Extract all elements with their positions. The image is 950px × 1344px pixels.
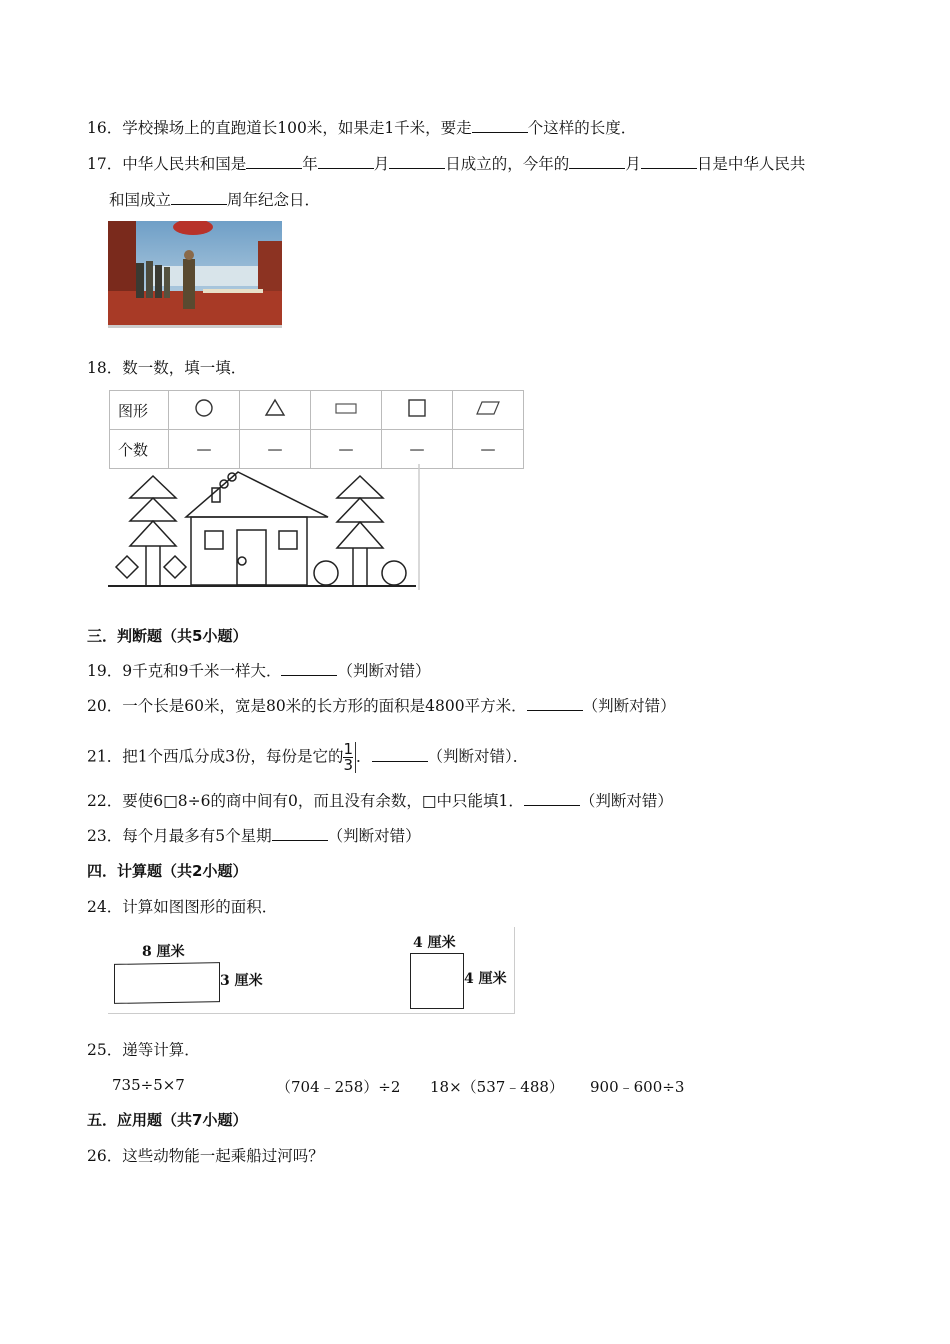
section-5-heading: 五．应用题（共7小题）: [87, 1111, 248, 1129]
area-figure: [108, 927, 515, 1014]
rectangle-icon: [332, 396, 360, 420]
shapes-house-picture: [108, 464, 420, 592]
question-23: 23．每个月最多有5个星期 （判断对错）: [87, 827, 421, 845]
rect-height-label: 3 厘米: [220, 973, 263, 989]
answer-blank[interactable]: [246, 154, 302, 169]
question-19: 19．9千克和9千米一样大． （判断对错）: [87, 662, 431, 680]
count-rectangle[interactable]: —: [311, 430, 382, 469]
shape-count-table: [109, 390, 524, 469]
square-height-label: 4 厘米: [464, 971, 507, 987]
square-width-label: 4 厘米: [413, 935, 456, 951]
question-16: 16．学校操场上的直跑道长100米，如果走1千米，要走 个这样的长度．: [87, 119, 637, 137]
expression-3: 18×（537﹣488）: [430, 1078, 564, 1096]
question-17-cont: 和国成立 周年纪念日．: [109, 191, 321, 209]
answer-blank[interactable]: [641, 154, 697, 169]
question-24: 24．计算如图图形的面积．: [87, 898, 278, 916]
circle-icon: [192, 396, 216, 420]
question-17: 17．中华人民共和国是 年 月 日成立的，今年的 月 日是中华人民共: [87, 155, 806, 173]
question-25: 25．递等计算．: [87, 1041, 200, 1059]
section-3-heading: 三．判断题（共5小题）: [87, 627, 248, 645]
question-22: 22．要使6□8÷6的商中间有0，而且没有余数，□中只能填1． （判断对错）: [87, 792, 673, 810]
square-icon: [405, 396, 429, 420]
count-triangle[interactable]: —: [240, 430, 311, 469]
section-4-heading: 四．计算题（共2小题）: [87, 862, 248, 880]
founding-ceremony-painting: [108, 221, 282, 328]
answer-blank[interactable]: [318, 154, 374, 169]
answer-blank[interactable]: [171, 190, 227, 205]
count-circle[interactable]: —: [169, 430, 240, 469]
answer-blank[interactable]: [472, 118, 528, 133]
rect-width-label: 8 厘米: [142, 944, 185, 960]
question-20: 20．一个长是60米，宽是80米的长方形的面积是4800平方米． （判断对错）: [87, 697, 676, 715]
answer-blank[interactable]: [524, 791, 580, 806]
count-parallelogram[interactable]: —: [453, 430, 524, 469]
fraction-one-third: $\frac{1}{3}$: [343, 742, 356, 773]
question-26: 26．这些动物能一起乘船过河吗？: [87, 1147, 324, 1165]
question-18: 18．数一数，填一填．: [87, 359, 247, 377]
answer-blank[interactable]: [527, 696, 583, 711]
row-label-shape: 图形: [110, 391, 169, 430]
answer-blank[interactable]: [272, 826, 328, 841]
expression-2: （704﹣258）÷2: [276, 1078, 401, 1096]
count-square[interactable]: —: [382, 430, 453, 469]
answer-blank[interactable]: [389, 154, 445, 169]
question-21: 21．把1个西瓜分成3份，每份是它的 $\frac{1}{3}$ ． （判断对错）．: [87, 740, 529, 774]
parallelogram-icon: [474, 396, 502, 420]
triangle-icon: [263, 396, 287, 420]
expression-1: 735÷5×7: [112, 1076, 185, 1094]
row-label-count: 个数: [110, 430, 169, 469]
answer-blank[interactable]: [372, 747, 428, 762]
answer-blank[interactable]: [569, 154, 625, 169]
expression-4: 900﹣600÷3: [590, 1078, 685, 1096]
answer-blank[interactable]: [281, 661, 337, 676]
square-shape: [410, 953, 464, 1009]
rectangle-shape: [114, 962, 220, 1004]
